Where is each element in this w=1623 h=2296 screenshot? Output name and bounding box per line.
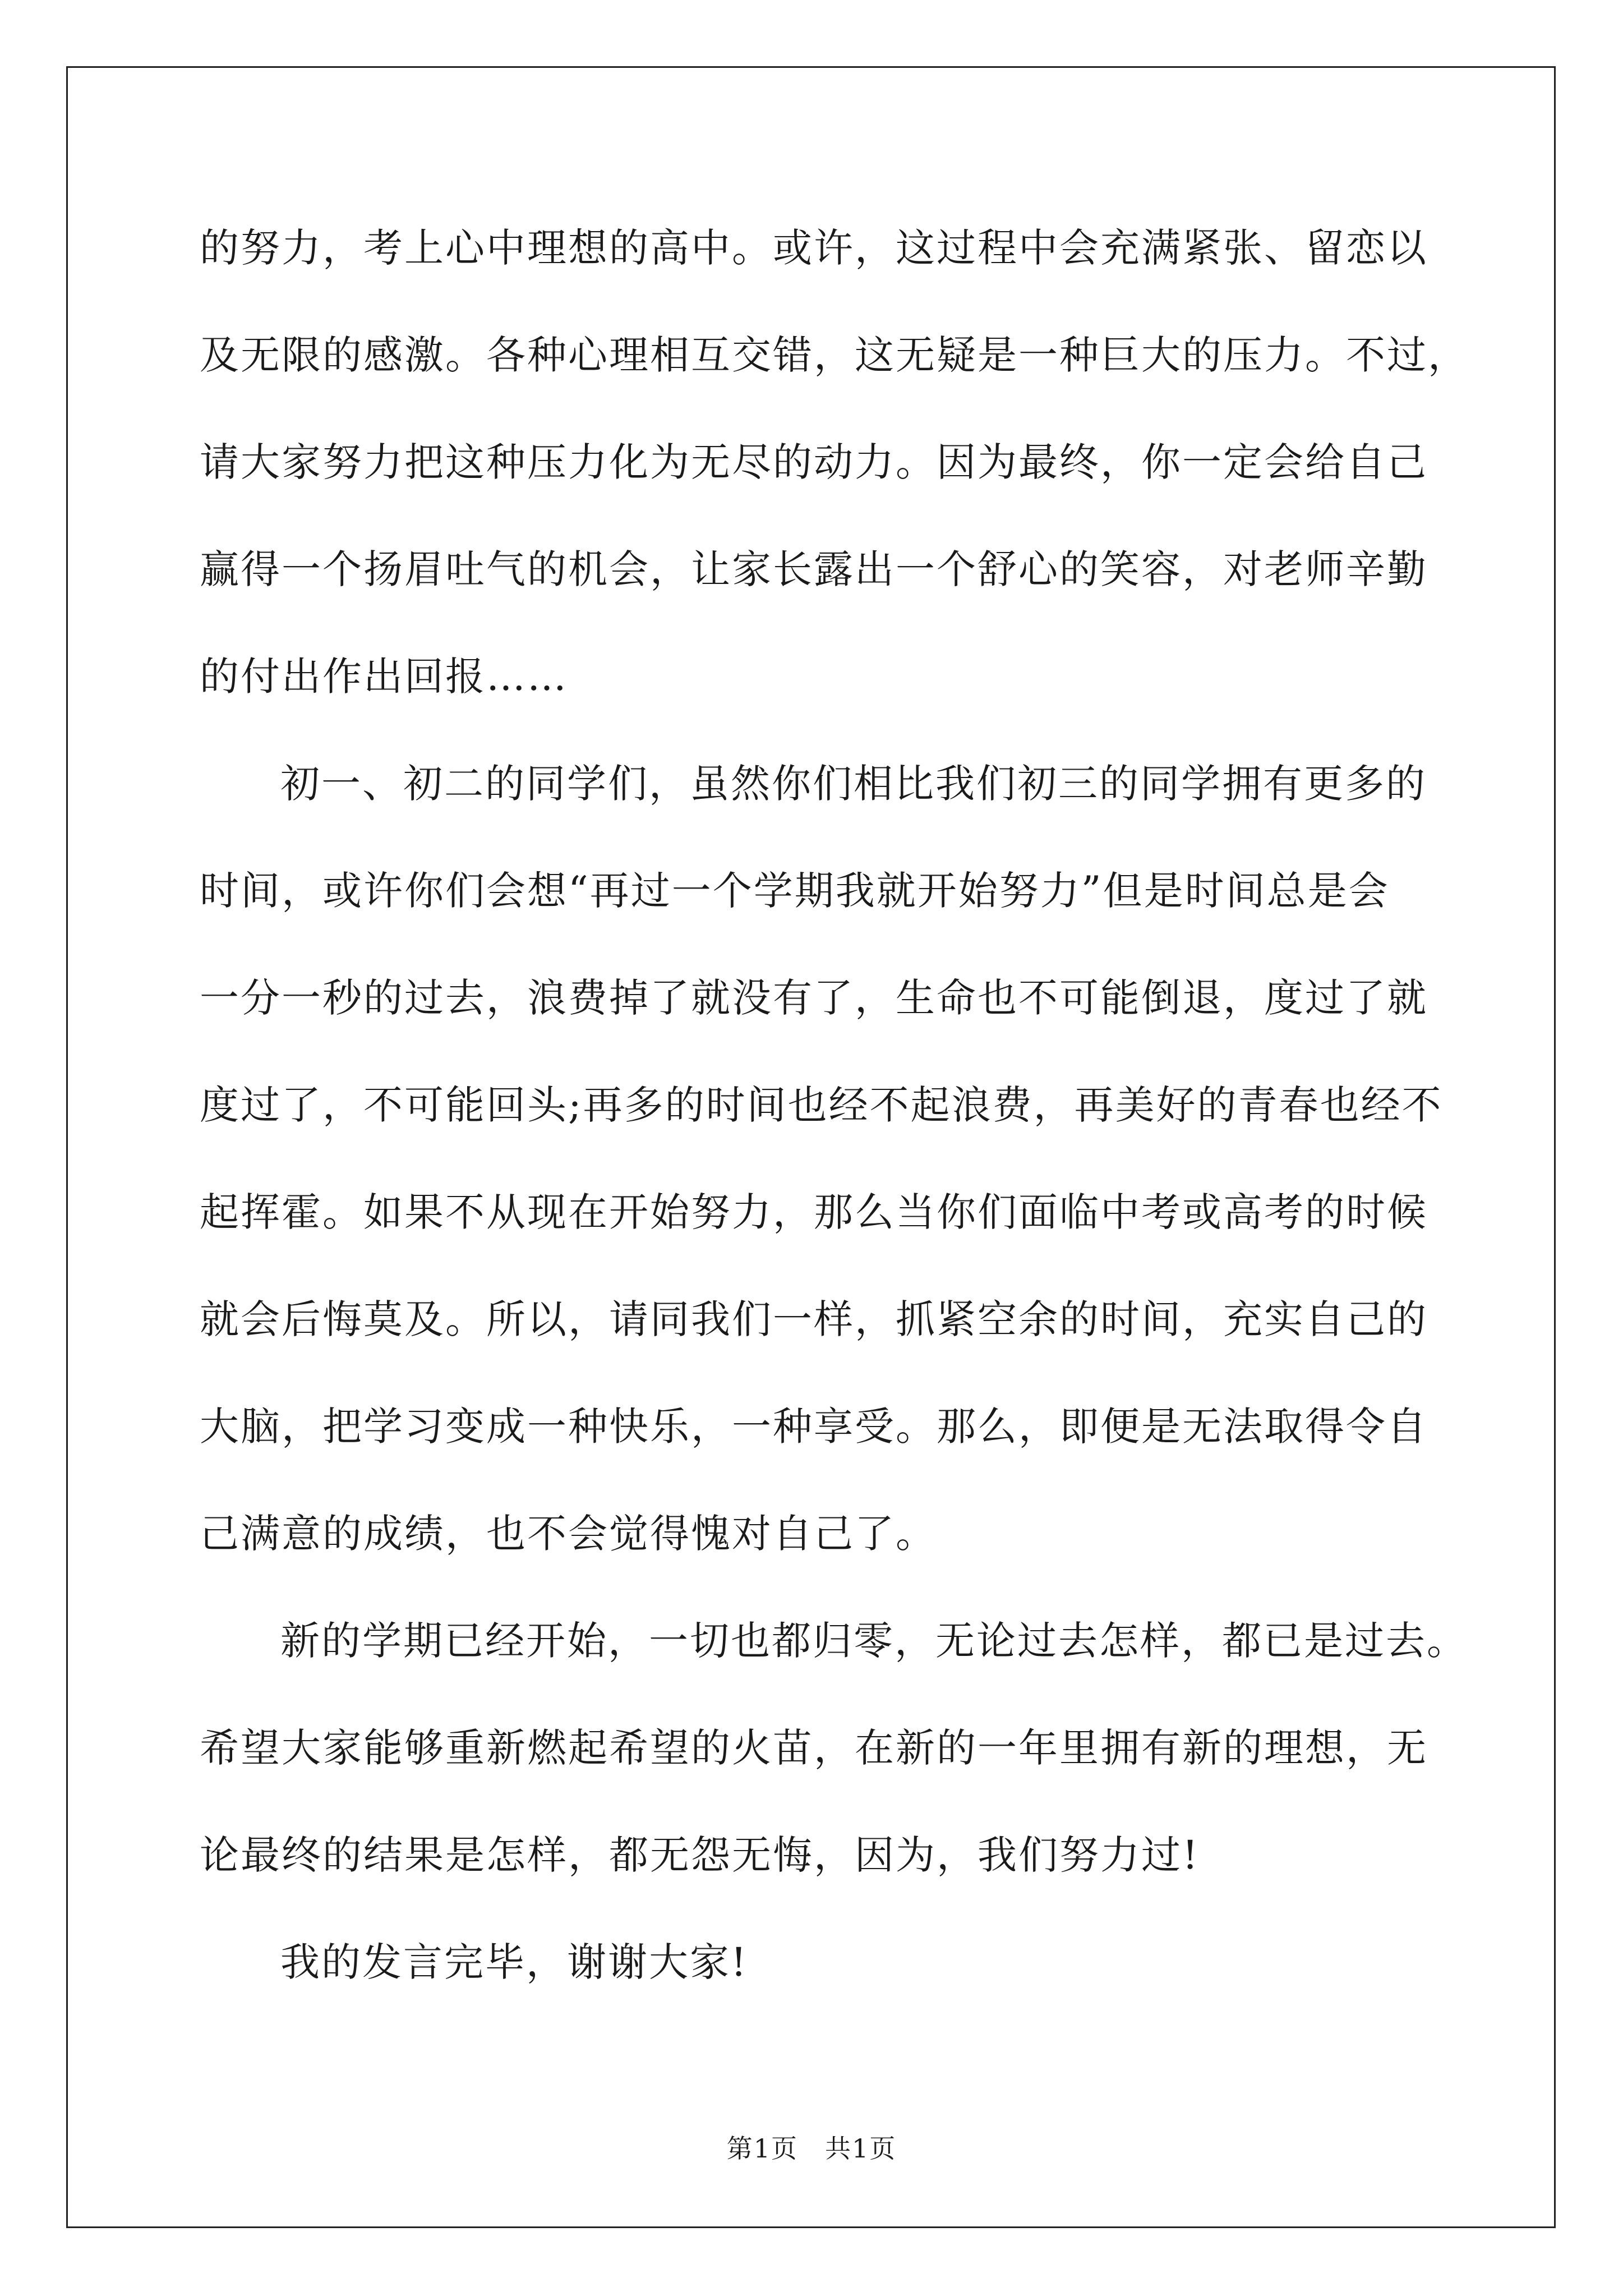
text-line: 一分一秒的过去，浪费掉了就没有了，生命也不可能倒退，度过了就 [200, 975, 1428, 1021]
text-line: 希望大家能够重新燃起希望的火苗，在新的一年里拥有新的理想，无 [200, 1725, 1428, 1771]
text-line: 及无限的感激。各种心理相互交错，这无疑是一种巨大的压力。不过， [200, 332, 1469, 378]
text-line: 时间，或许你们会想“再过一个学期我就开始努力”但是时间总是会 [200, 868, 1390, 914]
text-line: 己满意的成绩，也不会觉得愧对自己了。 [200, 1511, 937, 1557]
page-border [66, 66, 1556, 2228]
text-line: 就会后悔莫及。所以，请同我们一样，抓紧空余的时间，充实自己的 [200, 1296, 1428, 1342]
text-line: 的努力，考上心中理想的高中。或许，这过程中会充满紧张、留恋以 [200, 225, 1428, 271]
text-line: 起挥霍。如果不从现在开始努力，那么当你们面临中考或高考的时候 [200, 1189, 1428, 1235]
text-line: 赢得一个扬眉吐气的机会，让家长露出一个舒心的笑容，对老师辛勤 [200, 546, 1428, 592]
text-line: 请大家努力把这种压力化为无尽的动力。因为最终，你一定会给自己 [200, 439, 1428, 485]
text-line: 的付出作出回报…… [200, 654, 568, 700]
text-line: 论最终的结果是怎样，都无怨无悔，因为，我们努力过! [200, 1832, 1200, 1878]
text-line: 大脑，把学习变成一种快乐，一种享受。那么，即便是无法取得令自 [200, 1404, 1428, 1450]
text-line: 度过了，不可能回头;再多的时间也经不起浪费，再美好的青春也经不 [200, 1082, 1443, 1128]
page-number: 第1页 共1页 [726, 2133, 897, 2164]
text-line: 我的发言完毕，谢谢大家! [280, 1939, 749, 1985]
text-line: 新的学期已经开始，一切也都归零，无论过去怎样，都已是过去。 [280, 1618, 1468, 1664]
text-line: 初一、初二的同学们，虽然你们相比我们初三的同学拥有更多的 [280, 761, 1427, 807]
